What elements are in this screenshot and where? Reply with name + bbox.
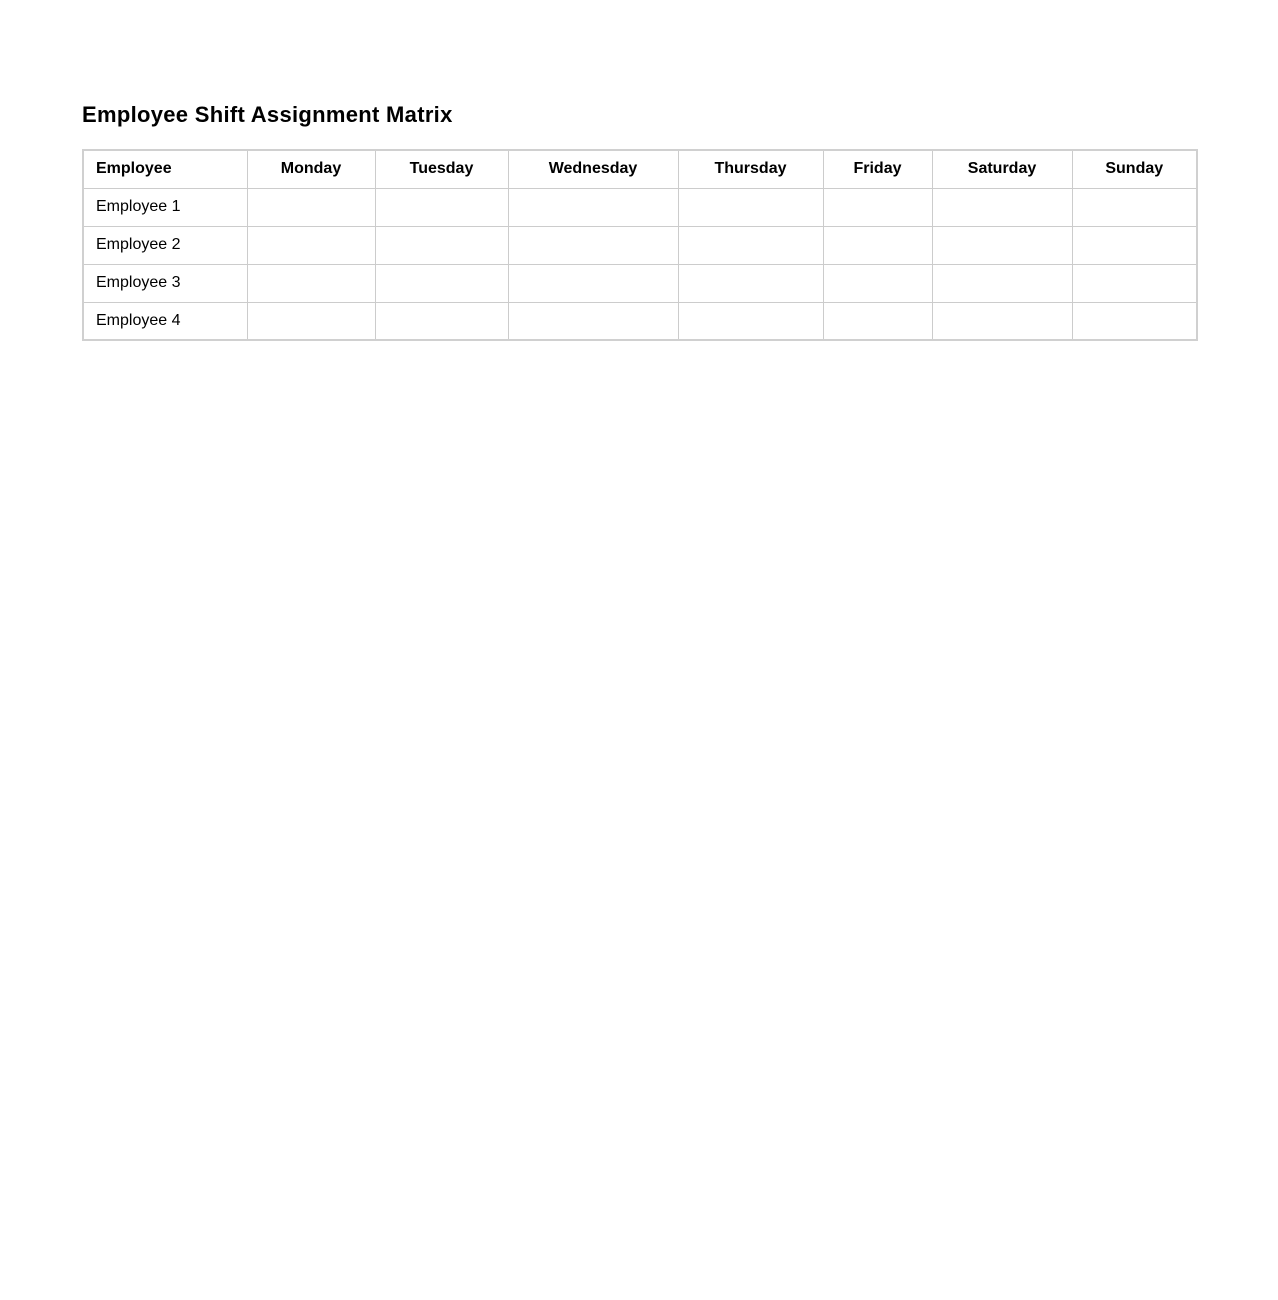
shift-cell[interactable] — [247, 264, 375, 302]
shift-cell[interactable] — [247, 226, 375, 264]
column-header-employee: Employee — [83, 150, 247, 188]
table-row — [83, 226, 1197, 264]
shift-cell[interactable] — [823, 226, 932, 264]
page-title: Employee Shift Assignment Matrix — [82, 102, 453, 127]
shift-cell[interactable] — [678, 226, 823, 264]
shift-cell[interactable] — [1072, 188, 1197, 226]
shift-cell[interactable] — [508, 188, 678, 226]
table-row — [83, 302, 1197, 340]
shift-cell[interactable] — [508, 264, 678, 302]
shift-cell[interactable] — [678, 264, 823, 302]
shift-cell[interactable] — [932, 302, 1072, 340]
shift-cell[interactable] — [823, 302, 932, 340]
table-header-row — [83, 150, 1197, 188]
shift-cell[interactable] — [375, 264, 508, 302]
column-header-tuesday: Tuesday — [375, 150, 508, 188]
shift-matrix-table — [82, 149, 1198, 341]
table-row — [83, 188, 1197, 226]
shift-cell[interactable] — [508, 226, 678, 264]
shift-cell[interactable] — [823, 188, 932, 226]
shift-cell[interactable] — [375, 226, 508, 264]
column-header-wednesday: Wednesday — [508, 150, 678, 188]
employee-name-cell: Employee 1 — [83, 188, 247, 226]
shift-cell[interactable] — [508, 302, 678, 340]
shift-cell[interactable] — [678, 302, 823, 340]
shift-cell[interactable] — [375, 302, 508, 340]
column-header-saturday: Saturday — [932, 150, 1072, 188]
employee-name-cell: Employee 3 — [83, 264, 247, 302]
shift-cell[interactable] — [247, 188, 375, 226]
column-header-thursday: Thursday — [678, 150, 823, 188]
column-header-friday: Friday — [823, 150, 932, 188]
shift-cell[interactable] — [247, 302, 375, 340]
employee-name-cell: Employee 2 — [83, 226, 247, 264]
shift-cell[interactable] — [375, 188, 508, 226]
shift-cell[interactable] — [1072, 264, 1197, 302]
shift-cell[interactable] — [823, 264, 932, 302]
shift-cell[interactable] — [678, 188, 823, 226]
table-row — [83, 264, 1197, 302]
shift-cell[interactable] — [1072, 226, 1197, 264]
column-header-monday: Monday — [247, 150, 375, 188]
shift-cell[interactable] — [932, 188, 1072, 226]
shift-cell[interactable] — [932, 264, 1072, 302]
employee-name-cell: Employee 4 — [83, 302, 247, 340]
shift-cell[interactable] — [1072, 302, 1197, 340]
shift-cell[interactable] — [932, 226, 1072, 264]
column-header-sunday: Sunday — [1072, 150, 1197, 188]
